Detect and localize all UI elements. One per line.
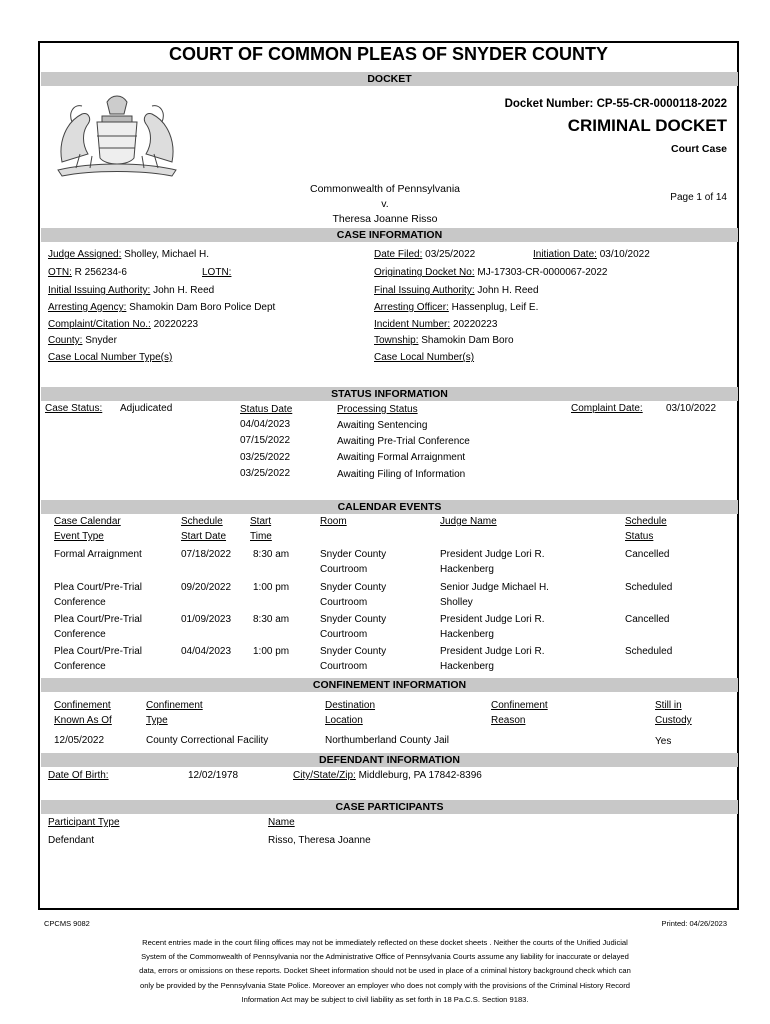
event-time: 8:30 am bbox=[253, 549, 290, 560]
event-room: Snyder County bbox=[320, 614, 387, 625]
col-start-1: Start bbox=[250, 516, 272, 527]
disclaimer-line: System of the Commonwealth of Pennsylvania nor the Administrative Office of Pennsylvania Courts assume any liability for inaccurate or delayed bbox=[141, 952, 629, 962]
event-time: 8:30 am bbox=[253, 614, 290, 625]
event-type: Formal Arraignment bbox=[54, 549, 142, 560]
participant-type-header: Participant Type bbox=[48, 817, 120, 828]
judge-assigned-label: Judge Assigned: bbox=[48, 249, 122, 260]
initiation-date-row bbox=[533, 249, 650, 260]
event-judge: Senior Judge Michael H. bbox=[440, 582, 549, 593]
event-status: Scheduled bbox=[625, 646, 673, 657]
case-status-value: Adjudicated bbox=[120, 403, 173, 414]
caption-versus: v. bbox=[381, 198, 389, 210]
initial-issuing-authority-value: John H. Reed bbox=[153, 285, 215, 296]
confinement-known-as-of: 12/05/2022 bbox=[54, 735, 105, 746]
event-type: Plea Court/Pre-Trial bbox=[54, 646, 142, 657]
lotn-label: LOTN: bbox=[202, 267, 232, 278]
date-filed-label: Date Filed: bbox=[374, 249, 423, 260]
col-confinement-known-1: Confinement bbox=[54, 700, 111, 711]
city-state-zip-label: City/State/Zip: bbox=[293, 770, 356, 781]
col-still-in-custody-2: Custody bbox=[655, 715, 692, 726]
disclaimer-line: data, errors or omissions on these reports. Docket Sheet information should not be used in place of a criminal history background check which can bbox=[139, 966, 631, 976]
col-confinement-reason-1: Confinement bbox=[491, 700, 548, 711]
col-schedule-1: Schedule bbox=[181, 516, 223, 527]
participant-type: Defendant bbox=[48, 835, 95, 846]
event-status: Cancelled bbox=[625, 614, 670, 625]
date-filed-row bbox=[374, 249, 475, 260]
county-row bbox=[48, 335, 117, 346]
event-room-2: Courtroom bbox=[320, 564, 368, 575]
status-row-status: Awaiting Sentencing bbox=[337, 420, 428, 431]
complaint-date-value: 03/10/2022 bbox=[666, 403, 717, 414]
event-date: 07/18/2022 bbox=[181, 549, 232, 560]
otn-label: OTN: bbox=[48, 267, 72, 278]
township-label: Township: bbox=[374, 335, 419, 346]
otn-value: R 256234-6 bbox=[74, 267, 127, 278]
date-filed-value: 03/25/2022 bbox=[425, 249, 476, 260]
city-state-zip-value: Middleburg, PA 17842-8396 bbox=[358, 770, 482, 781]
status-row-date: 07/15/2022 bbox=[240, 435, 291, 446]
case-local-number-label: Case Local Number(s) bbox=[374, 352, 475, 363]
event-room: Snyder County bbox=[320, 646, 387, 657]
arresting-officer-label: Arresting Officer: bbox=[374, 302, 449, 313]
initiation-date-value: 03/10/2022 bbox=[599, 249, 650, 260]
event-time: 1:00 pm bbox=[253, 582, 290, 593]
case-local-number-type-label: Case Local Number Type(s) bbox=[48, 352, 173, 363]
status-row-status: Awaiting Pre-Trial Conference bbox=[337, 436, 470, 447]
col-schedule-2: Start Date bbox=[181, 531, 227, 542]
disclaimer-line: only be provided by the Pennsylvania State Police. Moreover an employer who does not comply with the provisions of the Criminal History Record bbox=[139, 980, 631, 990]
form-number: CPCMS 9082 bbox=[44, 919, 90, 928]
disclaimer-line: Information Act may be subject to civil liability as set forth in 18 Pa.C.S. Section 9183. bbox=[241, 994, 529, 1004]
event-type: Plea Court/Pre-Trial bbox=[54, 582, 142, 593]
court-case-label: Court Case bbox=[670, 143, 727, 155]
col-confinement-type-2: Type bbox=[146, 715, 168, 726]
complaint-date-label: Complaint Date: bbox=[571, 403, 643, 414]
event-type-2: Conference bbox=[54, 629, 106, 640]
printed-date: Printed: 04/26/2023 bbox=[661, 919, 727, 928]
col-confinement-known-2: Known As Of bbox=[54, 715, 112, 726]
confinement-type: County Correctional Facility bbox=[146, 735, 269, 746]
col-confinement-reason-2: Reason bbox=[491, 715, 526, 726]
col-judge-name: Judge Name bbox=[440, 516, 497, 527]
participant-name-header: Name bbox=[268, 817, 295, 828]
date-of-birth-value: 12/02/1978 bbox=[188, 770, 239, 781]
docket-type: CRIMINAL DOCKET bbox=[567, 116, 727, 135]
final-issuing-authority-row bbox=[374, 285, 539, 296]
initial-issuing-authority-row bbox=[48, 285, 214, 296]
township-value: Shamokin Dam Boro bbox=[421, 335, 514, 346]
col-schedule-status-1: Schedule bbox=[625, 516, 667, 527]
event-room: Snyder County bbox=[320, 582, 387, 593]
case-status-label: Case Status: bbox=[45, 403, 103, 414]
status-row-status: Awaiting Filing of Information bbox=[337, 469, 466, 480]
still-in-custody: Yes bbox=[655, 736, 672, 747]
col-start-2: Time bbox=[250, 531, 272, 542]
judge-assigned-row bbox=[48, 249, 209, 260]
court-title: COURT OF COMMON PLEAS OF SNYDER COUNTY bbox=[168, 44, 608, 64]
event-room: Snyder County bbox=[320, 549, 387, 560]
incident-number-value: 20220223 bbox=[452, 319, 498, 330]
complaint-citation-value: 20220223 bbox=[153, 319, 199, 330]
col-destination-1: Destination bbox=[325, 700, 376, 711]
confinement-location: Northumberland County Jail bbox=[325, 735, 449, 746]
date-of-birth-label: Date Of Birth: bbox=[48, 770, 109, 781]
event-judge-2: Hackenberg bbox=[440, 564, 494, 575]
event-type-2: Conference bbox=[54, 661, 106, 672]
event-status: Cancelled bbox=[625, 549, 670, 560]
page-number: Page 1 of 14 bbox=[670, 192, 727, 203]
initiation-date-label: Initiation Date: bbox=[533, 249, 597, 260]
event-judge-2: Sholley bbox=[440, 597, 473, 608]
col-event-type-2: Event Type bbox=[54, 531, 104, 542]
status-row-date: 03/25/2022 bbox=[240, 452, 291, 463]
status-information-heading: STATUS INFORMATION bbox=[41, 387, 738, 401]
disclaimer-line: Recent entries made in the court filing offices may not be immediately reflected on these docket sheets . Neither the courts of the Unified Judicial bbox=[142, 938, 628, 947]
col-destination-2: Location bbox=[325, 715, 363, 726]
event-judge: President Judge Lori R. bbox=[440, 614, 545, 625]
event-room-2: Courtroom bbox=[320, 661, 368, 672]
status-row-status: Awaiting Formal Arraignment bbox=[337, 452, 466, 463]
pennsylvania-seal-icon bbox=[52, 92, 182, 178]
arresting-agency-label: Arresting Agency: bbox=[48, 302, 127, 313]
col-event-type-1: Case Calendar bbox=[54, 516, 121, 527]
arresting-officer-value: Hassenplug, Leif E. bbox=[451, 302, 539, 313]
col-room: Room bbox=[320, 516, 347, 527]
township-row bbox=[374, 335, 514, 346]
final-issuing-authority-value: John H. Reed bbox=[477, 285, 539, 296]
event-status: Scheduled bbox=[625, 582, 673, 593]
event-type: Plea Court/Pre-Trial bbox=[54, 614, 142, 625]
city-state-zip-row bbox=[293, 770, 482, 781]
originating-docket-value: MJ-17303-CR-0000067-2022 bbox=[477, 267, 608, 278]
status-date-header: Status Date bbox=[240, 404, 293, 415]
originating-docket-row bbox=[374, 267, 607, 278]
arresting-officer-row bbox=[374, 302, 538, 313]
final-issuing-authority-label: Final Issuing Authority: bbox=[374, 285, 475, 296]
case-information-heading: CASE INFORMATION bbox=[41, 228, 738, 242]
event-date: 09/20/2022 bbox=[181, 582, 232, 593]
initial-issuing-authority-label: Initial Issuing Authority: bbox=[48, 285, 151, 296]
col-still-in-custody-1: Still in bbox=[655, 700, 682, 711]
county-label: County: bbox=[48, 335, 83, 346]
judge-assigned-value: Sholley, Michael H. bbox=[124, 249, 210, 260]
confinement-information-heading: CONFINEMENT INFORMATION bbox=[41, 678, 738, 692]
case-participants-heading: CASE PARTICIPANTS bbox=[41, 800, 738, 814]
complaint-citation-label: Complaint/Citation No.: bbox=[48, 319, 151, 330]
event-type-2: Conference bbox=[54, 597, 106, 608]
status-row-date: 04/04/2023 bbox=[240, 419, 291, 430]
event-room-2: Courtroom bbox=[320, 629, 368, 640]
arresting-agency-value: Shamokin Dam Boro Police Dept bbox=[129, 302, 276, 313]
caption-defendant: Theresa Joanne Risso bbox=[332, 213, 438, 225]
docket-number: Docket Number: CP-55-CR-0000118-2022 bbox=[504, 98, 727, 110]
col-confinement-type-1: Confinement bbox=[146, 700, 203, 711]
disclaimer bbox=[60, 936, 710, 1007]
defendant-information-heading: DEFENDANT INFORMATION bbox=[41, 753, 738, 767]
event-room-2: Courtroom bbox=[320, 597, 368, 608]
county-value: Snyder bbox=[85, 335, 117, 346]
arresting-agency-row bbox=[48, 302, 275, 313]
processing-status-header: Processing Status bbox=[337, 404, 418, 415]
originating-docket-label: Originating Docket No: bbox=[374, 267, 475, 278]
status-row-date: 03/25/2022 bbox=[240, 468, 291, 479]
event-judge-2: Hackenberg bbox=[440, 661, 494, 672]
docket-bar: DOCKET bbox=[41, 72, 738, 86]
event-judge-2: Hackenberg bbox=[440, 629, 494, 640]
participant-name: Risso, Theresa Joanne bbox=[268, 835, 371, 846]
event-date: 01/09/2023 bbox=[181, 614, 232, 625]
incident-number-row bbox=[374, 319, 497, 330]
col-schedule-status-2: Status bbox=[625, 531, 654, 542]
event-time: 1:00 pm bbox=[253, 646, 290, 657]
event-judge: President Judge Lori R. bbox=[440, 646, 545, 657]
calendar-events-heading: CALENDAR EVENTS bbox=[41, 500, 738, 514]
event-date: 04/04/2023 bbox=[181, 646, 232, 657]
incident-number-label: Incident Number: bbox=[374, 319, 451, 330]
caption-plaintiff: Commonwealth of Pennsylvania bbox=[310, 183, 460, 195]
otn-row bbox=[48, 267, 127, 278]
event-judge: President Judge Lori R. bbox=[440, 549, 545, 560]
complaint-citation-row bbox=[48, 319, 198, 330]
